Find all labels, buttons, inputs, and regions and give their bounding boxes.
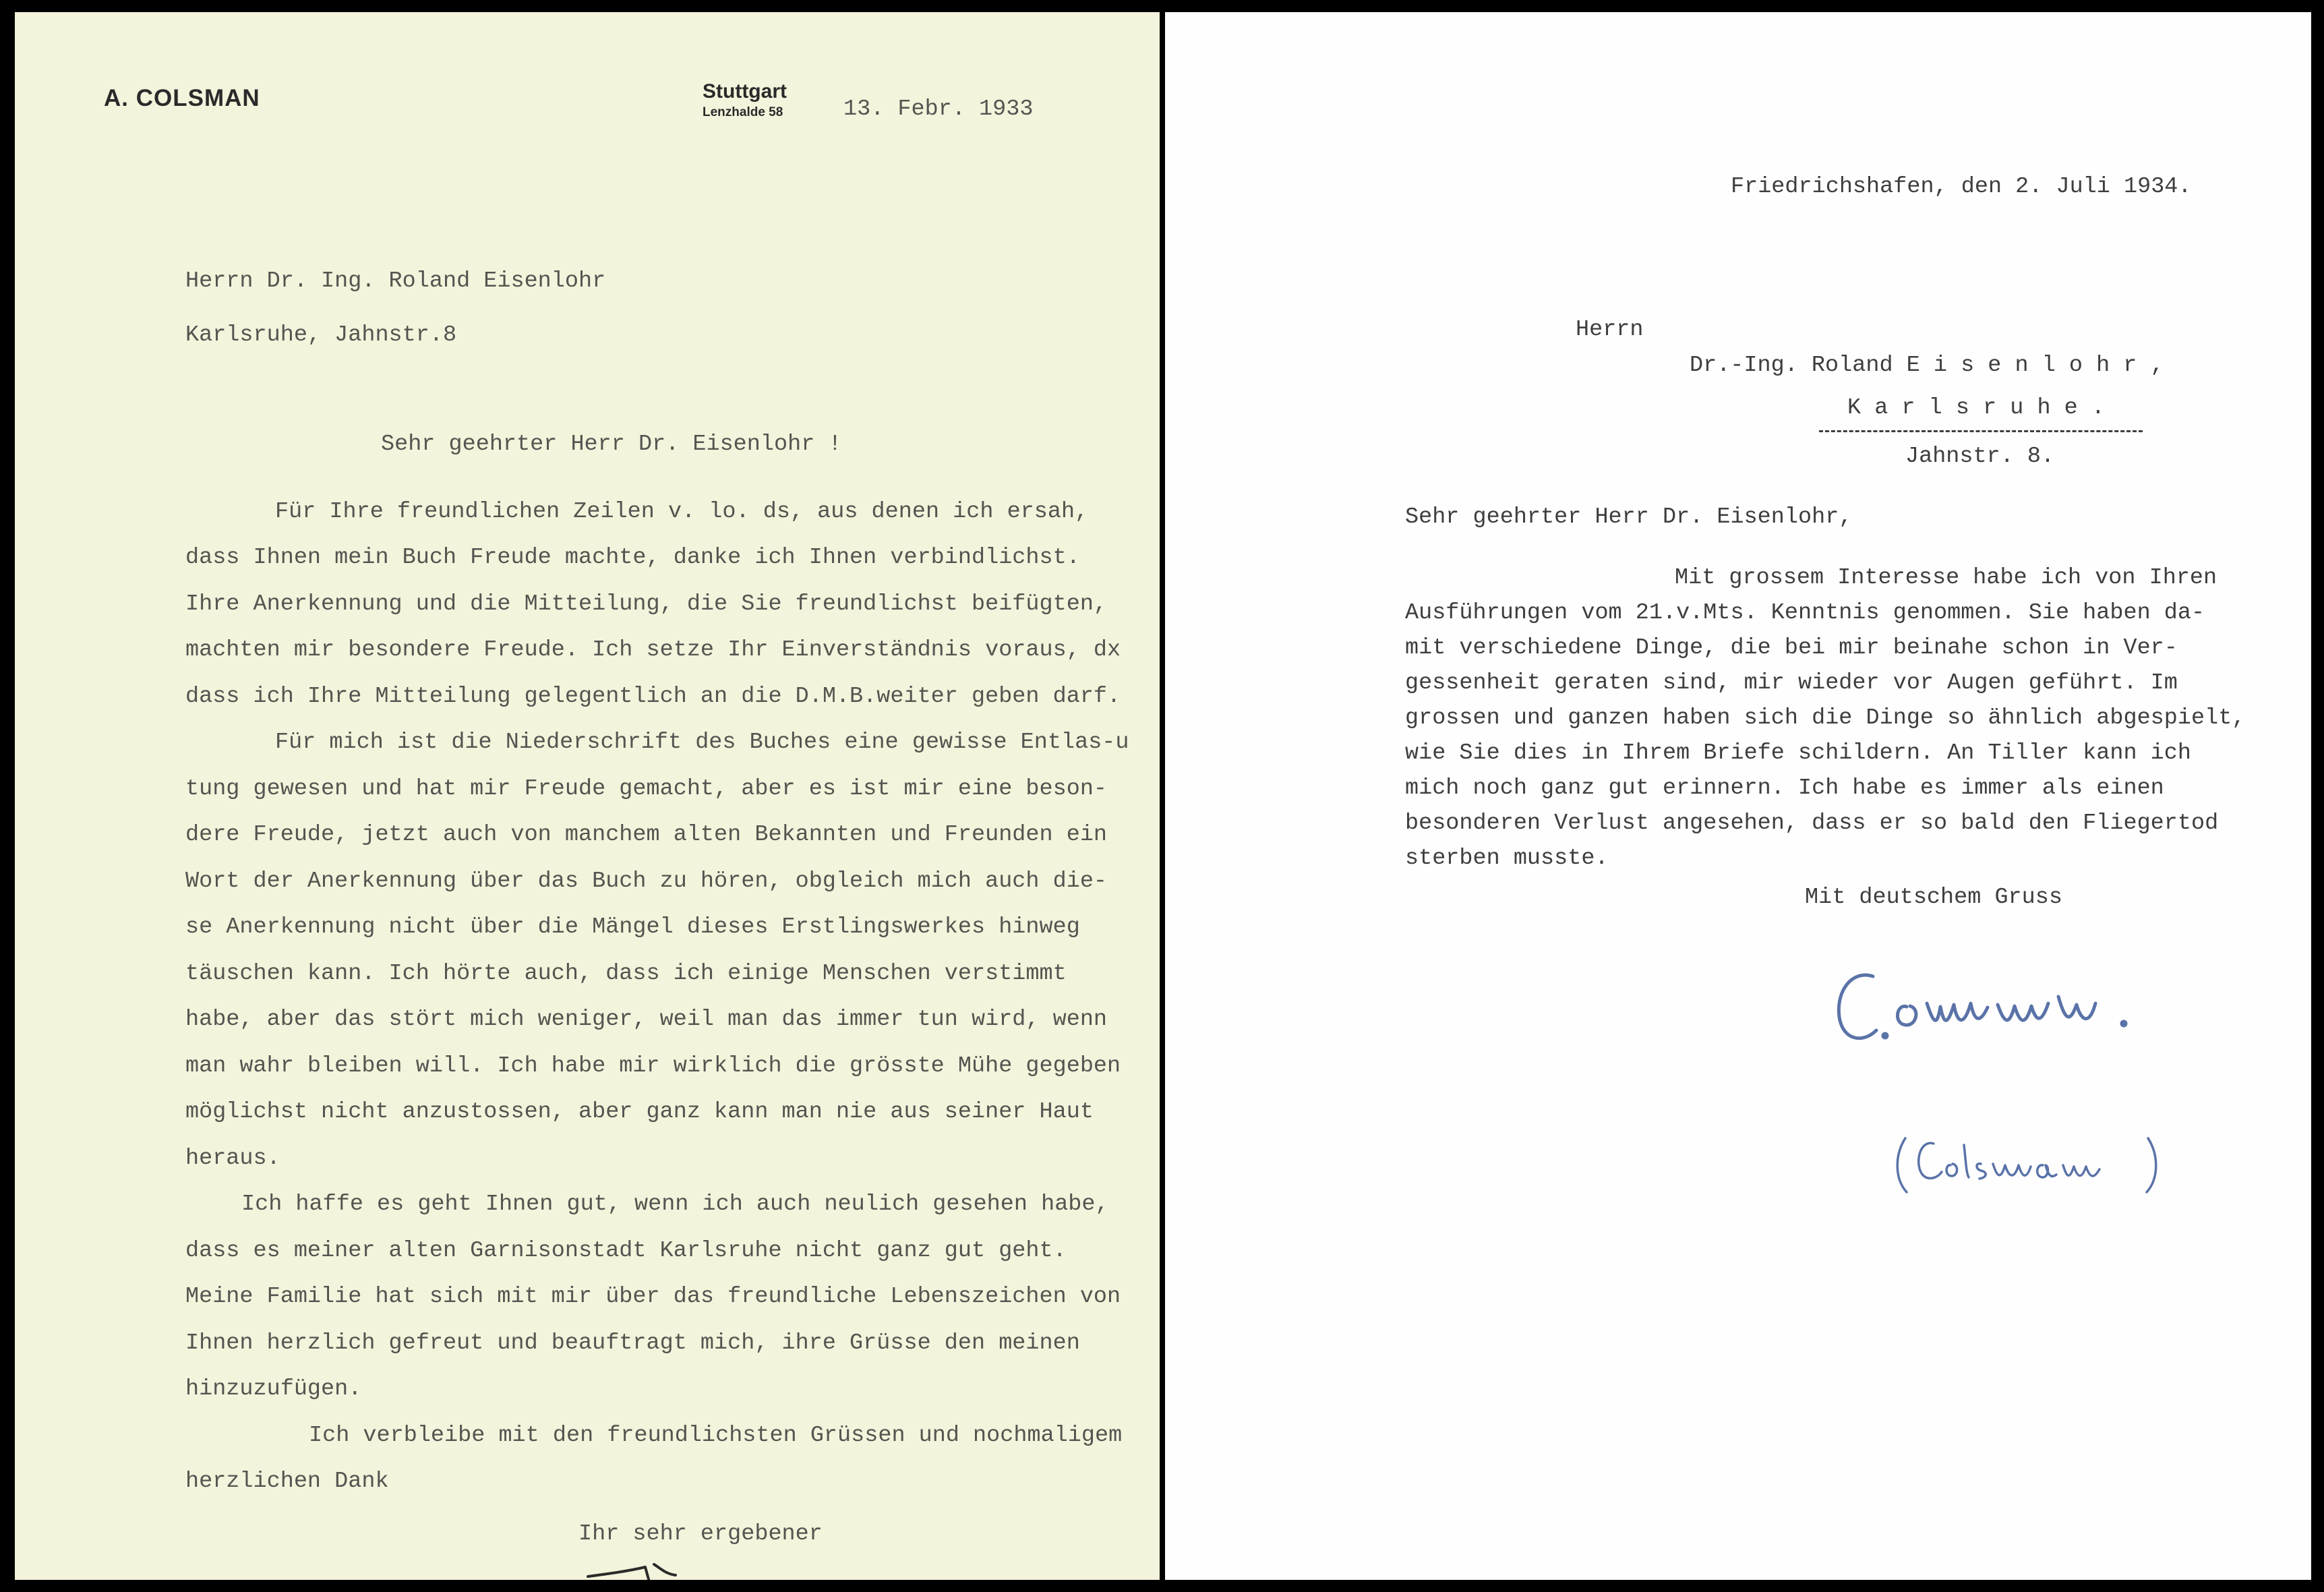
body-line: besonderen Verlust angesehen, dass er so bald den Fliegertod (1405, 810, 2219, 836)
body-line: dere Freude, jetzt auch von manchem alten Bekannten und Freunden ein (185, 822, 1108, 848)
body-line: Ihre Anerkennung und die Mitteilung, die Sie freundlichst beifügten, (185, 591, 1108, 617)
underline-rule (1819, 430, 2143, 432)
body-line: Für mich ist die Niederschrift des Buches eine gewisse Entlas-u (275, 730, 1129, 755)
body-line: möglichst nicht anzustossen, aber ganz kann man nie aus seiner Haut (185, 1099, 1094, 1125)
salutation: Sehr geehrter Herr Dr. Eisenlohr, (1405, 504, 1853, 530)
body-line: gessenheit geraten sind, mir wieder vor Augen geführt. Im (1405, 670, 2178, 696)
signature-name (1886, 1125, 2170, 1199)
body-line: dass Ihnen mein Buch Freude machte, danke ich Ihnen verbindlichst. (185, 545, 1080, 570)
closing: Mit deutschem Gruss (1805, 885, 2062, 910)
body-line: wie Sie dies in Ihrem Briefe schildern. An Tiller kann ich (1405, 740, 2191, 766)
recipient-line: K a r l s r u h e . (1847, 395, 2105, 421)
body-line: Ich verbleibe mit den freundlichsten Grüssen und nochmaligem (309, 1423, 1123, 1448)
letterhead-city: Stuttgart (703, 80, 787, 102)
salutation: Sehr geehrter Herr Dr. Eisenlohr ! (381, 432, 842, 457)
body-line: tung gewesen und hat mir Freude gemacht, aber es ist mir eine beson- (185, 776, 1108, 802)
body-line: machten mir besondere Freude. Ich setze Ihr Einverständnis voraus, dx (185, 637, 1121, 663)
recipient-line: Herrn Dr. Ing. Roland Eisenlohr (185, 268, 606, 294)
recipient-line: Herrn (1576, 317, 1644, 343)
body-line: dass es meiner alten Garnisonstadt Karlsruhe nicht ganz gut geht. (185, 1238, 1067, 1264)
letter-1-page (15, 12, 1160, 1580)
body-line: Ihnen herzlich gefreut und beauftragt mich, ihre Grüsse den meinen (185, 1330, 1080, 1356)
body-line: se Anerkennung nicht über die Mängel dieses Erstlingswerkes hinweg (185, 914, 1080, 940)
body-line: Wort der Anerkennung über das Buch zu hören, obgleich mich auch die- (185, 868, 1108, 894)
body-line: heraus. (185, 1146, 280, 1171)
body-line: Ich haffe es geht Ihnen gut, wenn ich auch neulich gesehen habe, (241, 1191, 1109, 1217)
letter-date: 13. Febr. 1933 (843, 96, 1034, 122)
recipient-line: Jahnstr. 8. (1905, 444, 2055, 469)
body-line: Ausführungen vom 21.v.Mts. Kenntnis genommen. Sie haben da- (1405, 600, 2205, 626)
recipient-line: Dr.-Ing. Roland E i s e n l o h r , (1690, 353, 2164, 378)
signature (1826, 956, 2176, 1057)
closing: Ihr sehr ergebener (578, 1521, 823, 1547)
recipient-line: Karlsruhe, Jahnstr.8 (185, 322, 457, 348)
body-line: mit verschiedene Dinge, die bei mir beinahe schon in Ver- (1405, 635, 2178, 661)
body-line: dass ich Ihre Mitteilung gelegentlich an die D.M.B.weiter geben darf. (185, 684, 1121, 709)
body-line: herzlichen Dank (185, 1469, 389, 1494)
body-line: Meine Familie hat sich mit mir über das freundliche Lebenszeichen von (185, 1284, 1121, 1309)
body-line: mich noch ganz gut erinnern. Ich habe es immer als einen (1405, 775, 2164, 801)
body-line: täuschen kann. Ich hörte auch, dass ich einige Menschen verstimmt (185, 961, 1067, 986)
body-line: Für Ihre freundlichen Zeilen v. lo. ds, aus denen ich ersah, (275, 499, 1089, 525)
signature-fragment (581, 1562, 716, 1580)
letter-date: Friedrichshafen, den 2. Juli 1934. (1731, 174, 2192, 200)
body-line: sterben musste. (1405, 846, 1609, 871)
body-line: man wahr bleiben will. Ich habe mir wirklich die grösste Mühe gegeben (185, 1053, 1121, 1079)
letterhead-name: A. COLSMAN (104, 85, 260, 111)
body-line: hinzuzufügen. (185, 1376, 362, 1402)
body-line: habe, aber das stört mich weniger, weil man das immer tun wird, wenn (185, 1007, 1108, 1032)
letter-2-page (1165, 12, 2311, 1580)
body-line: grossen und ganzen haben sich die Dinge so ähnlich abgespielt, (1405, 705, 2246, 731)
letterhead-street: Lenzhalde 58 (703, 105, 783, 119)
body-line: Mit grossem Interesse habe ich von Ihren (1675, 565, 2217, 591)
